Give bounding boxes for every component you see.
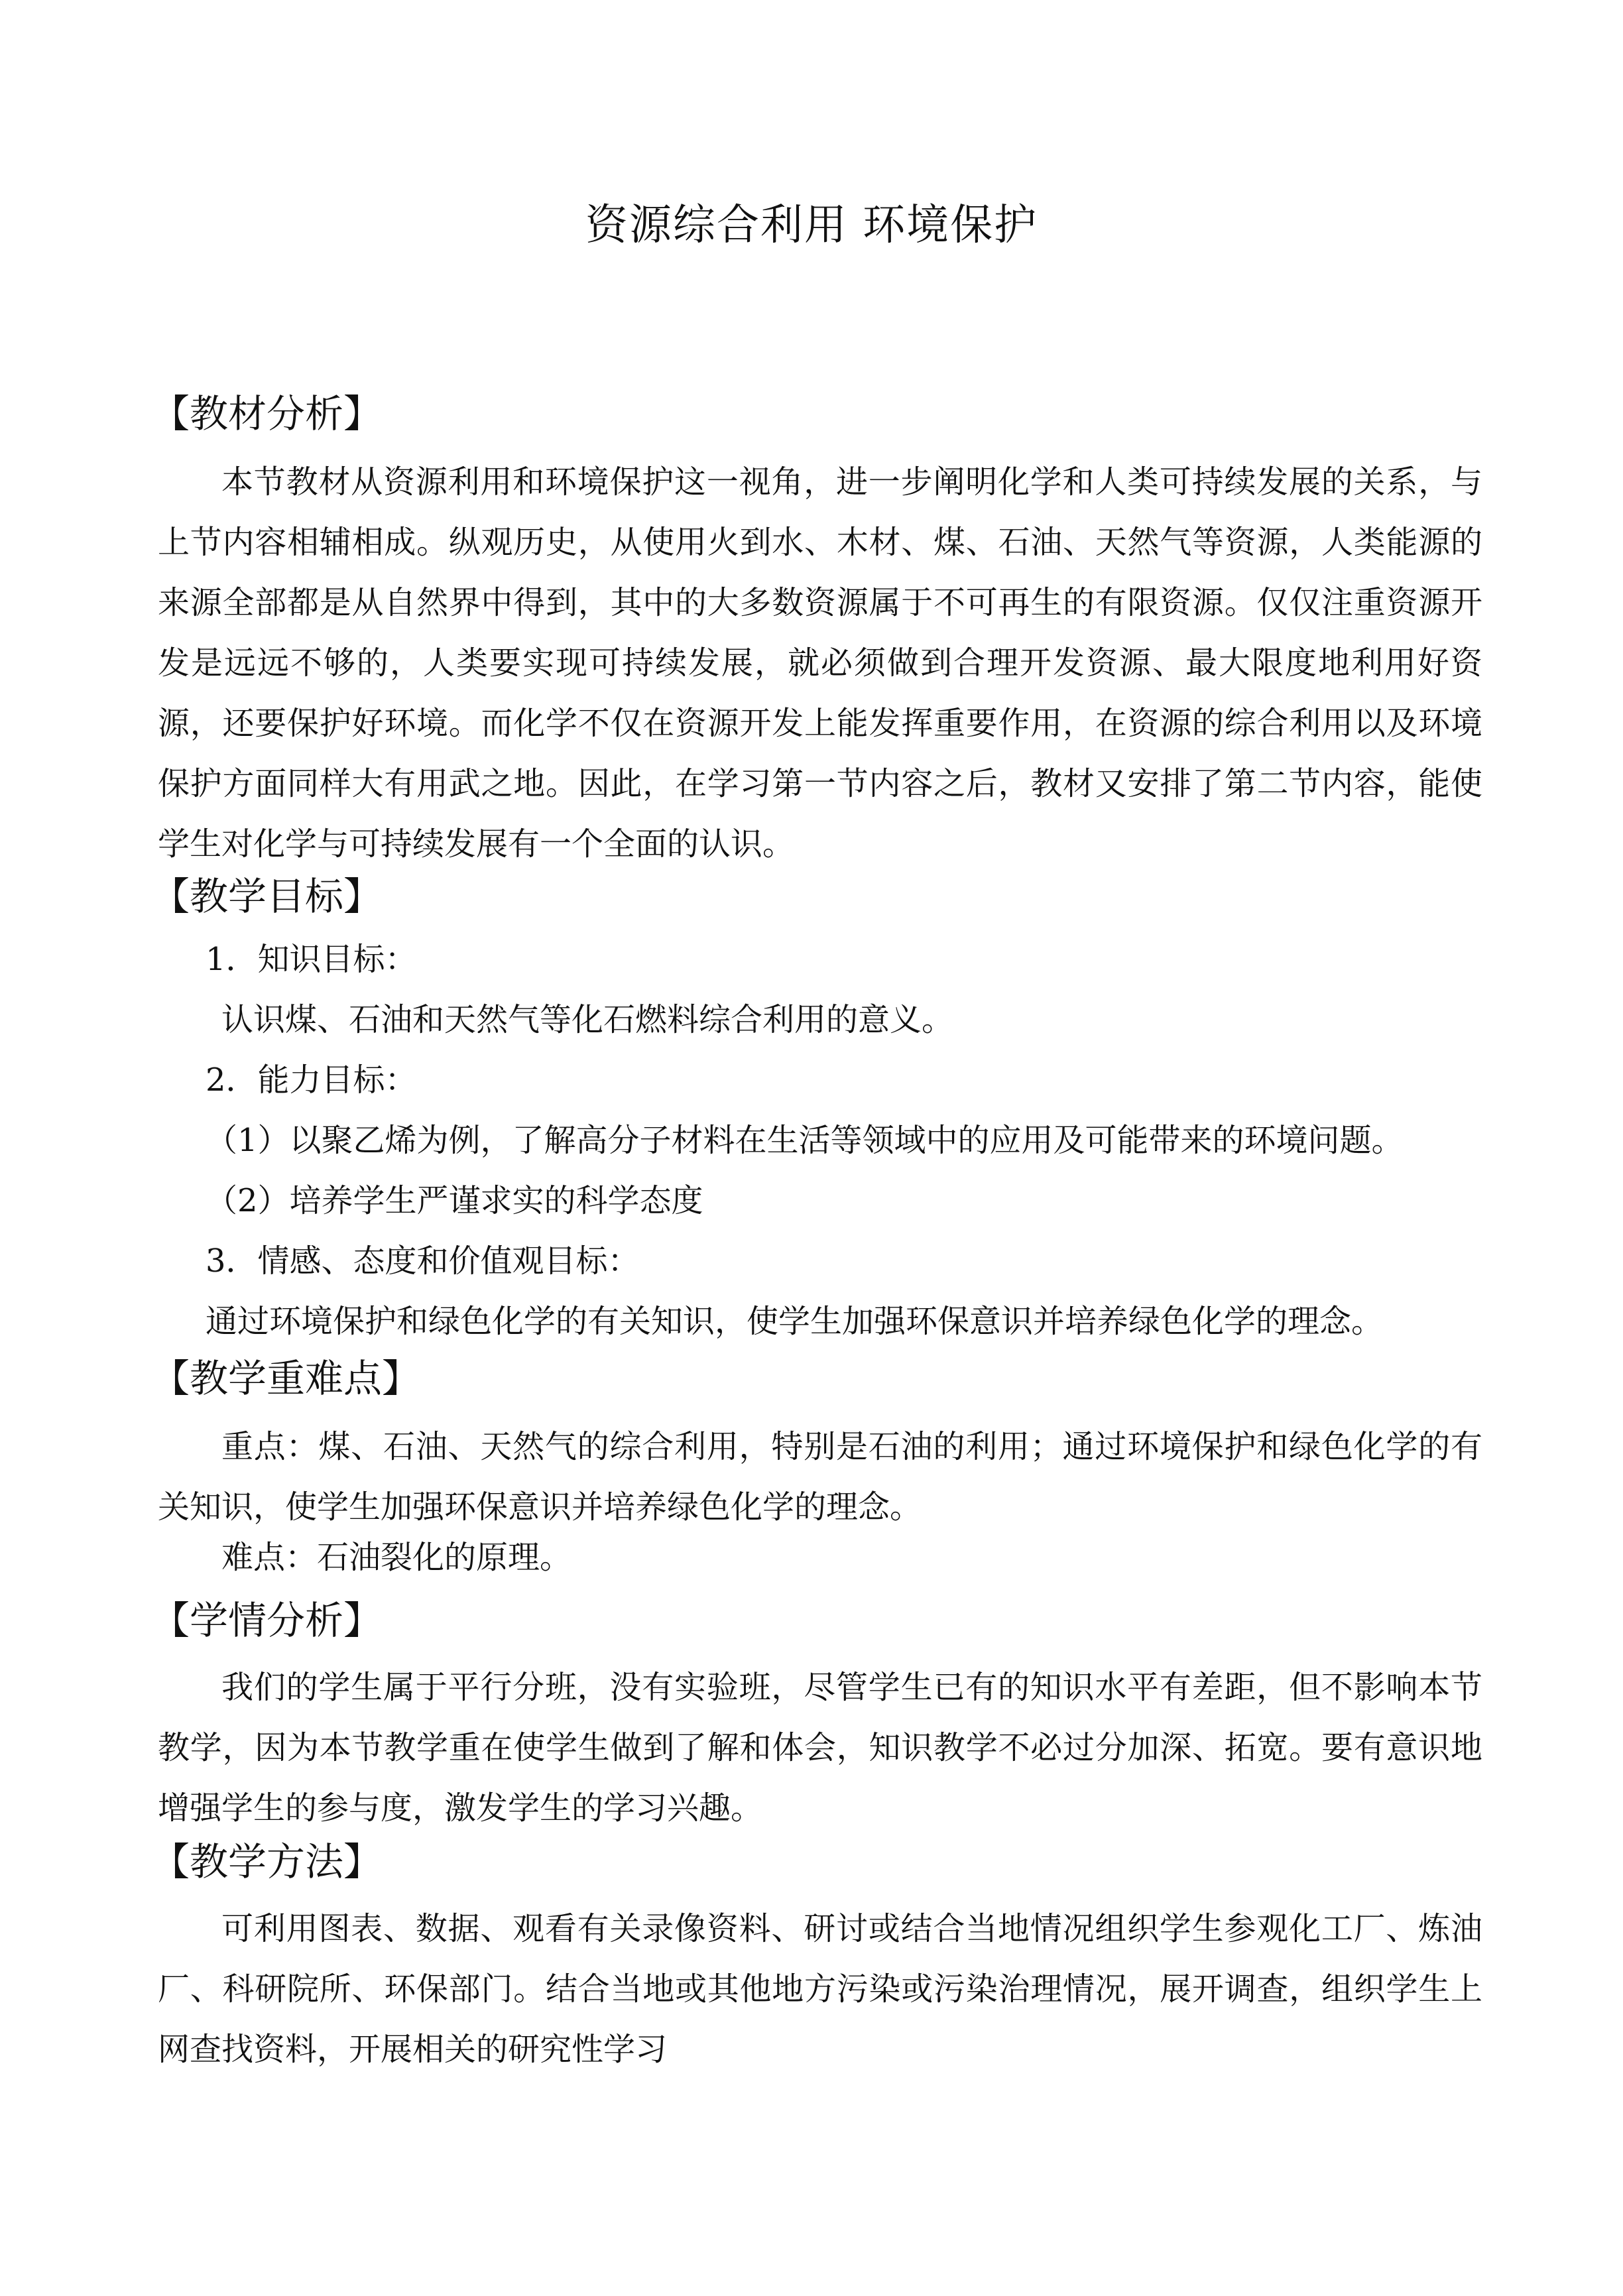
- heading-material-analysis: 【教材分析】: [151, 391, 383, 436]
- paragraph-material-analysis: 本节教材从资源利用和环境保护这一视角，进一步阐明化学和人类可持续发展的关系，与上节内容相辅相成。纵观历史，从使用火到水、木材、煤、石油、天然气等资源，人类能源的来源全部都是从自然界中得到，其中的大多数资源属于不可再生的有限资源。仅仅注重资源开发是远远不够的，人类要实现可持续发展，就必须做到合理开发资源、最大限度地利用好资源，还要保护好环境。而化学不仅在资源开发上能发挥重要作用，在资源的综合利用以及环境保护方面同样大有用武之地。因此，在学习第一节内容之后，教材又安排了第二节内容，能使学生对化学与可持续发展有一个全面的认识。: [158, 463, 1482, 863]
- paragraph-key-points: 重点：煤、石油、天然气的综合利用，特别是石油的利用；通过环境保护和绿色化学的有关知识，使学生加强环保意识并培养绿色化学的理念。: [158, 1428, 1482, 1526]
- heading-teaching-methods: 【教学方法】: [151, 1839, 383, 1884]
- heading-student-analysis: 【学情分析】: [151, 1598, 383, 1643]
- objective-knowledge-label: 1．知识目标：: [206, 941, 417, 978]
- objective-ability-item-1: （1）以聚乙烯为例，了解高分子材料在生活等领域中的应用及可能带来的环境问题。: [206, 1122, 1404, 1159]
- objective-knowledge-text: 认识煤、石油和天然气等化石燃料综合利用的意义。: [221, 1001, 954, 1038]
- paragraph-teaching-methods: 可利用图表、数据、观看有关录像资料、研讨或结合当地情况组织学生参观化工厂、炼油厂、科研院所、环保部门。结合当地或其他地方污染或污染治理情况，展开调查，组织学生上网查找资料，开展相关的研究性学习: [158, 1910, 1482, 2068]
- document-title: 资源综合利用 环境保护: [585, 201, 1038, 250]
- heading-teaching-objectives: 【教学目标】: [151, 874, 383, 919]
- objective-emotion-text: 通过环境保护和绿色化学的有关知识，使学生加强环保意识并培养绿色化学的理念。: [206, 1303, 1384, 1340]
- heading-key-difficult-points: 【教学重难点】: [151, 1356, 421, 1401]
- objective-emotion-label: 3．情感、态度和价值观目标：: [206, 1242, 640, 1280]
- paragraph-difficult-points: 难点：石油裂化的原理。: [221, 1539, 572, 1576]
- objective-ability-item-2: （2）培养学生严谨求实的科学态度: [206, 1182, 703, 1219]
- objective-ability-label: 2．能力目标：: [206, 1061, 417, 1099]
- paragraph-student-analysis: 我们的学生属于平行分班，没有实验班，尽管学生已有的知识水平有差距，但不影响本节教学，因为本节教学重在使学生做到了解和体会，知识教学不必过分加深、拓宽。要有意识地增强学生的参与度，激发学生的学习兴趣。: [158, 1669, 1482, 1827]
